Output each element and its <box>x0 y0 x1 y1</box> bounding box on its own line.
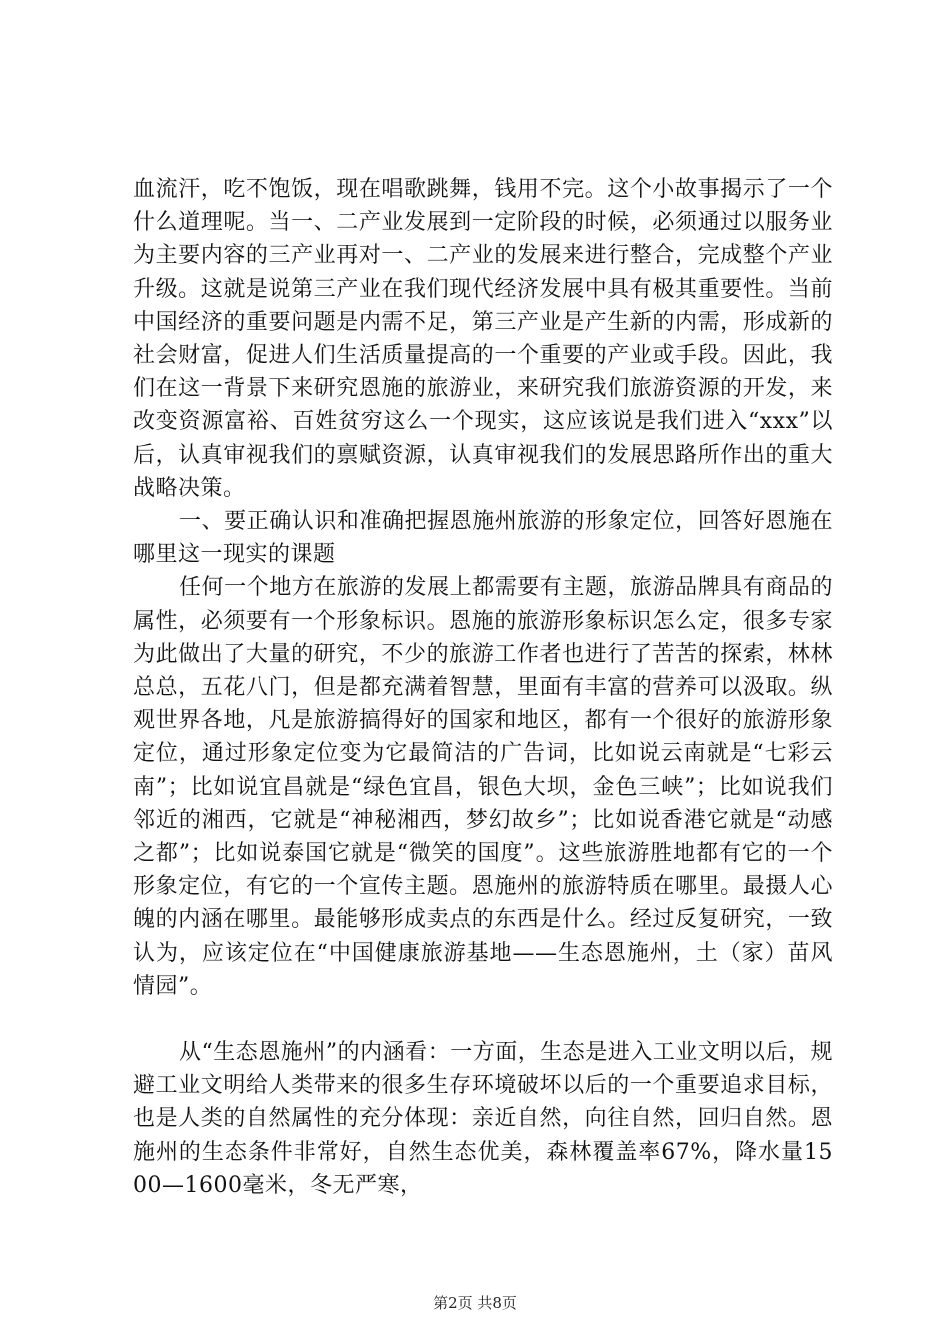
page-number-footer: 第2页 共8页 <box>433 1294 517 1312</box>
paragraph-image-positioning: 任何一个地方在旅游的发展上都需要有主题，旅游品牌具有商品的属性，必须要有一个形象标识。恩施的旅游形象标识怎么定，很多专家为此做出了大量的研究，不少的旅游工作者也进行了苦苦的探索，林林总总，五花八门，但是都充满着智慧，里面有丰富的营养可以汲取。纵观世界各地，凡是旅游搞得好的国家和地区，都有一个很好的旅游形象定位，通过形象定位变为它最简洁的广告词，比如说云南就是“七彩云南”；比如说宜昌就是“绿色宜昌，银色大坝，金色三峡”；比如说我们邻近的湘西，它就是“神秘湘西，梦幻故乡”；比如说香港它就是“动感之都”；比如说泰国它就是“微笑的国度”。这些旅游胜地都有它的一个形象定位，有它的一个宣传主题。恩施州的旅游特质在哪里。最摄人心魄的内涵在哪里。最能够形成卖点的东西是什么。经过反复研究，一致认为，应该定位在“中国健康旅游基地——生态恩施州，土（家）苗风情园”。 <box>133 575 833 999</box>
section-heading: 一、要正确认识和准确把握恩施州旅游的形象定位，回答好恩施在哪里这一现实的课题 <box>133 509 833 568</box>
paragraph-spacer <box>133 1003 833 1036</box>
document-body <box>133 173 833 1202</box>
paragraph-continuation: 血流汗，吃不饱饭，现在唱歌跳舞，钱用不完。这个小故事揭示了一个什么道理呢。当一、二产业发展到一定阶段的时候，必须通过以服务业为主要内容的三产业再对一、二产业的发展来进行整合，完成整个产业升级。这就是说第三产业在我们现代经济发展中具有极其重要性。当前中国经济的重要问题是内需不足，第三产业是产生新的内需，形成新的社会财富，促进人们生活质量提高的一个重要的产业或手段。因此，我们在这一背景下来研究恩施的旅游业，来研究我们旅游资源的开发，来改变资源富裕、百姓贫穷这么一个现实，这应该说是我们进入“xxx”以后，认真审视我们的禀赋资源，认真审视我们的发展思路所作出的重大战略决策。 <box>133 177 833 501</box>
paragraph-ecology: 从“生态恩施州”的内涵看：一方面，生态是进入工业文明以后，规避工业文明给人类带来的很多生存环境破坏以后的一个重要追求目标，也是人类的自然属性的充分体现：亲近自然，向往自然，回归自然。恩施州的生态条件非常好，自然生态优美，森林覆盖率67%，降水量1500—1600毫米，冬无严寒， <box>133 1040 833 1198</box>
